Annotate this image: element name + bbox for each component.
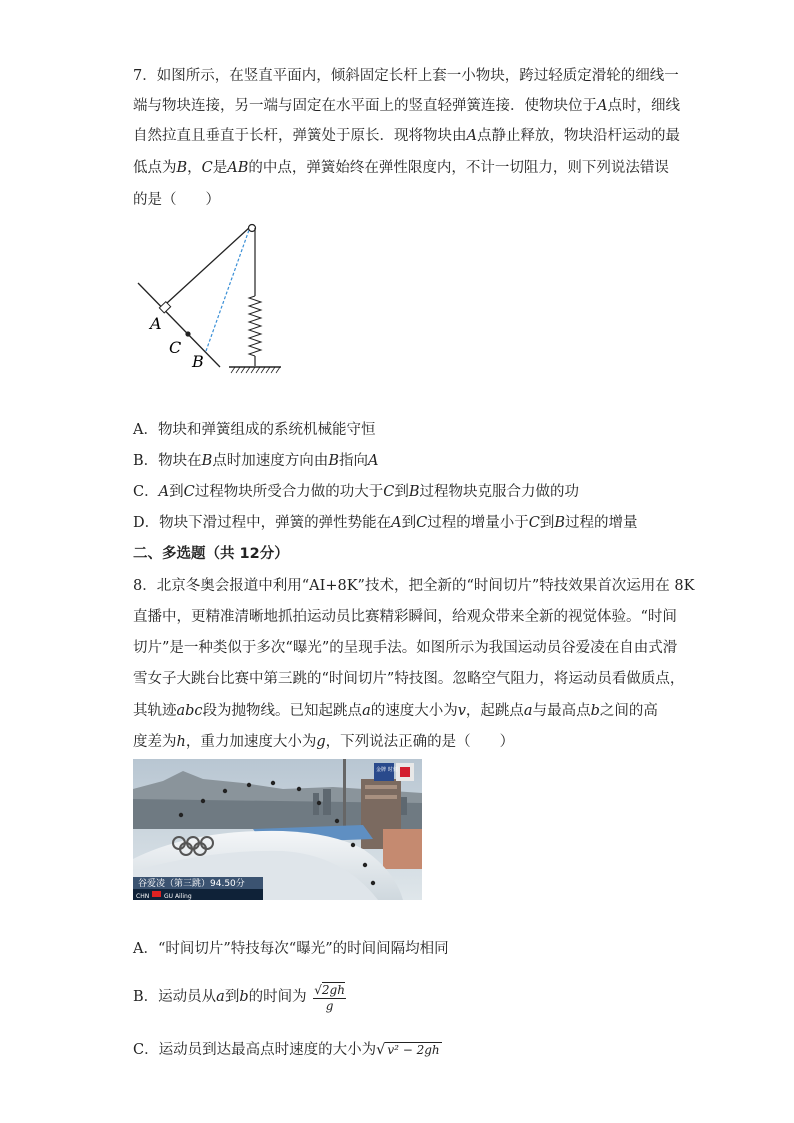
- ski-jump-photo: [133, 759, 422, 900]
- section-heading: 二、多选题（共 12分）: [133, 546, 289, 562]
- q7-option-b: B．物块在B点时加速度方向由B指向A: [133, 453, 379, 469]
- q7-option-d: D．物块下滑过程中，弹簧的弹性势能在A到C过程的增量小于C到B过程的增量: [133, 515, 638, 531]
- q8-line-6: 度差为h，重力加速度大小为g，下列说法正确的是（ ）: [133, 734, 515, 750]
- q7-line-3: 自然拉直且垂直于长杆，弹簧处于原长．现将物块由A点静止释放，物块沿杆运动的最: [133, 128, 680, 144]
- q8-line-2: 直播中，更精准清晰地抓拍运动员比赛精彩瞬间，给观众带来全新的视觉体验。“时间: [133, 609, 677, 625]
- q7-line-2: 端与物块连接，另一端与固定在水平面上的竖直轻弹簧连接．使物块位于A点时，细线: [133, 98, 680, 114]
- spring: [249, 296, 261, 356]
- string: [167, 227, 250, 303]
- label-a: A: [150, 314, 162, 333]
- point-c: [185, 331, 190, 336]
- photo-name: GU Ailing: [164, 893, 192, 900]
- q7-option-c: C．A到C过程物块所受合力做的功大于C到B过程物块克服合力做的功: [133, 484, 579, 500]
- block: [159, 302, 170, 313]
- label-b: B: [192, 352, 204, 371]
- photo-country: CHN: [136, 893, 150, 900]
- q7-line-1: 7．如图所示，在竖直平面内，倾斜固定长杆上套一小物块，跨过轻质定滑轮的细线一: [133, 68, 679, 84]
- q8-option-b: B．运动员从a到b的时间为 $\frac{√2gh}{g}$: [133, 982, 345, 1013]
- photo-badge: 金牌 时刻: [376, 767, 398, 773]
- q8-line-3: 切片”是一种类似于多次“曝光”的呈现手法。如图所示为我国运动员谷爱凌在自由式滑: [133, 640, 678, 656]
- q8-line-4: 雪女子大跳台比赛中第三跳的“时间切片”特技图。忽略空气阻力，将运动员看做质点，: [133, 671, 685, 687]
- q7-line-4: 低点为B，C是AB的中点，弹簧始终在弹性限度内，不计一切阻力，则下列说法错误: [133, 160, 669, 176]
- q7-line-5: 的是（ ）: [133, 192, 220, 208]
- sqrt-expression: √ v² − 2gh: [376, 1042, 440, 1058]
- q7-option-a: A．物块和弹簧组成的系统机械能守恒: [133, 422, 376, 438]
- ground-hatch: [231, 367, 280, 373]
- pulley-spring-diagram: [133, 218, 293, 378]
- q8-option-a: A．“时间切片”特技每次“曝光”的时间间隔均相同: [133, 941, 449, 957]
- label-c: C: [169, 338, 182, 357]
- time-fraction: $\frac{√2gh}{g}$: [314, 982, 345, 1013]
- q8-line-5: 其轨迹abc段为抛物线。已知起跳点a的速度大小为v，起跳点a与最高点b之间的高: [133, 703, 658, 719]
- q8-line-1: 8．北京冬奥会报道中利用“AI+8K”技术，把全新的“时间切片”特技效果首次运用在 8K: [133, 578, 695, 594]
- photo-caption: 谷爱凌（第三跳）94.50分: [138, 879, 245, 889]
- ski-jump-scene: [133, 759, 422, 900]
- q8-option-c: C．运动员到达最高点时速度的大小为√ v² − 2gh: [133, 1042, 440, 1058]
